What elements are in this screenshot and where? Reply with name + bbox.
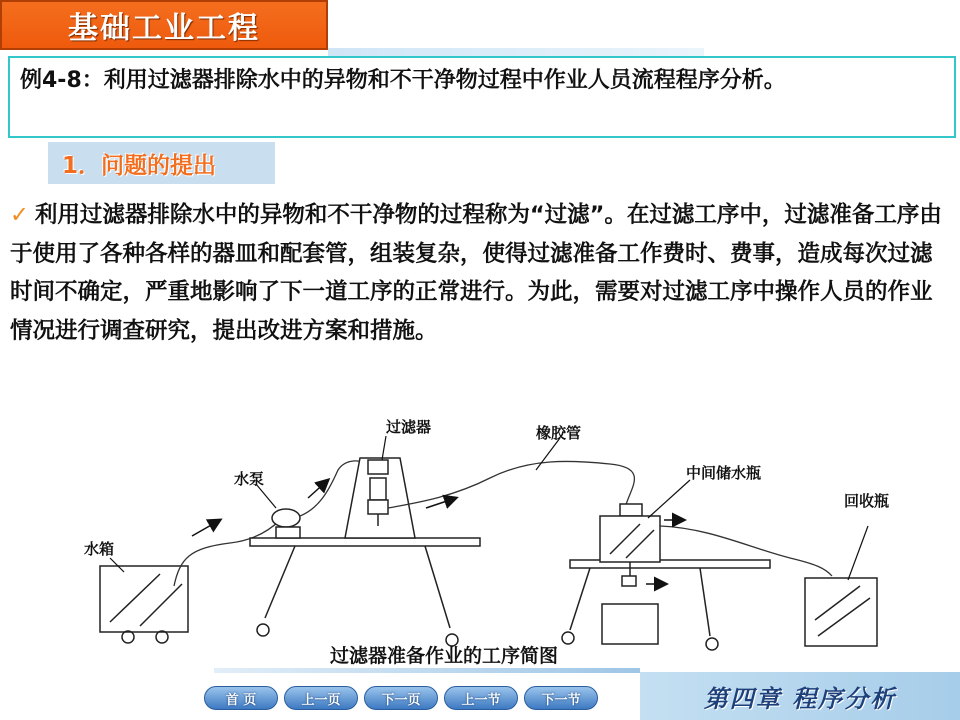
label-water-tank: 水箱 [84, 540, 115, 558]
chapter-banner [640, 672, 960, 720]
nav-prev-page-button[interactable]: 上一页 [284, 686, 358, 710]
recovery-bottle-pointer [848, 526, 868, 580]
filter-assembly [345, 458, 415, 538]
intermediate-bottle [600, 504, 660, 586]
workbench-left [250, 538, 480, 646]
section-heading: 1．问题的提出 [62, 152, 217, 179]
diagram-caption: 过滤器准备作业的工序简图 [330, 645, 559, 667]
body-paragraph [10, 196, 950, 350]
section-heading-box [48, 142, 275, 184]
checkmark-icon: ✓ [10, 202, 29, 228]
nav-next-page-button[interactable]: 下一页 [364, 686, 438, 710]
caption-bar [214, 668, 640, 673]
hose-tank-to-pump [174, 520, 280, 586]
filtration-process-diagram [70, 408, 930, 670]
paragraph-text: 利用过滤器排除水中的异物和不干净物的过程称为“过滤”。在过滤工序中，过滤准备工序由于使用了各种各样的器皿和配套管，组装复杂，使得过滤准备工作费时、费事，造成每次过滤时间不确定，严重地影响了下一道工序的正常进行。为此，需要对过滤工序中操作人员的作业情况进行调查研究，提出改进方案和措施。 [10, 202, 942, 344]
example-box [8, 56, 956, 138]
nav-next-section-button[interactable]: 下一节 [524, 686, 598, 710]
filter-pointer [382, 436, 386, 460]
label-pump: 水泵 [234, 470, 265, 488]
label-rubber-tube: 橡胶管 [536, 424, 582, 442]
title-underline [328, 48, 704, 56]
example-text: 例4-8：利用过滤器排除水中的异物和不干净物过程中作业人员流程程序分析。 [20, 68, 786, 93]
intermediate-bottle-pointer [648, 480, 690, 518]
label-recovery-bottle: 回收瓶 [844, 492, 890, 510]
nav-home-button[interactable]: 首 页 [204, 686, 278, 710]
water-tank [100, 566, 188, 643]
slide-title: 基础工业工程 [68, 11, 260, 46]
rubber-tube [388, 461, 634, 508]
recovery-bottle [805, 578, 877, 646]
label-filter: 过滤器 [386, 418, 432, 436]
nav-prev-section-button[interactable]: 上一节 [444, 686, 518, 710]
slide-title-box [0, 0, 328, 50]
label-intermediate-bottle: 中间储水瓶 [686, 464, 762, 482]
water-pump [272, 509, 300, 538]
rubber-tube-pointer [536, 438, 560, 470]
chapter-label: 第四章 程序分析 [703, 684, 897, 713]
flow-arrow-1 [192, 520, 220, 536]
workbench-right [562, 560, 770, 650]
